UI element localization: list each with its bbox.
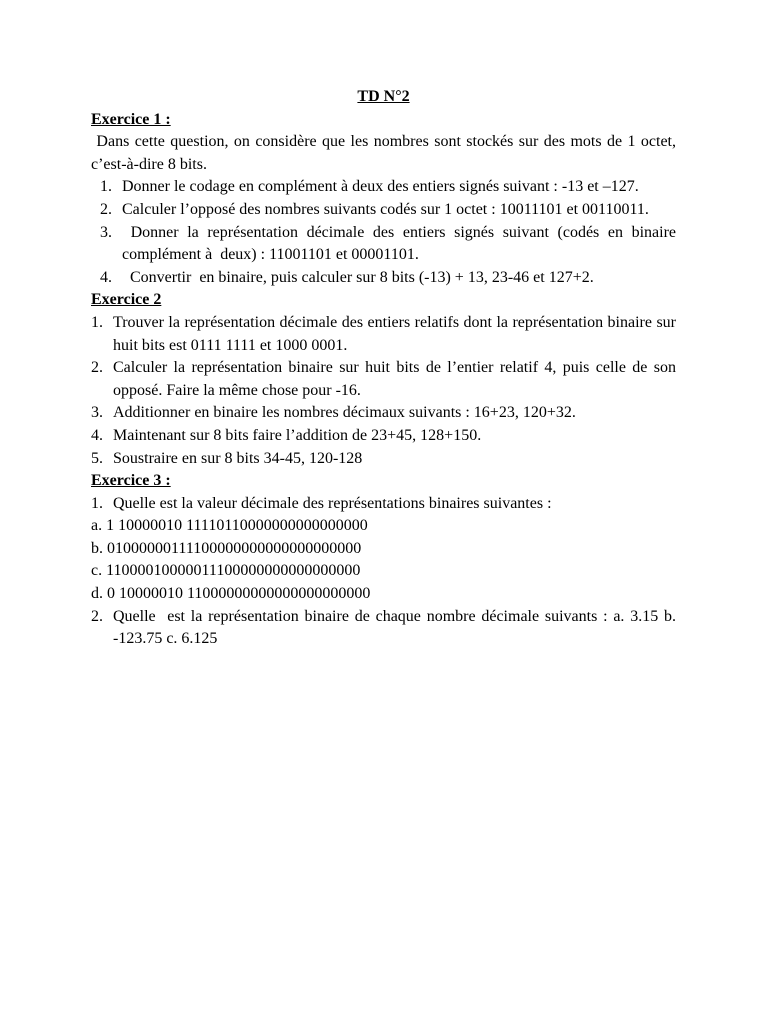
list-item-text: Donner la représentation décimale des entiers signés suivant (codés en binaire complément à deux) : 11001101 et 00001101. [122, 223, 681, 264]
list-item-text: Maintenant sur 8 bits faire l’addition de 23+45, 128+150. [113, 426, 482, 444]
list-number: 1. [91, 313, 103, 331]
list-item-text: Trouver la représentation décimale des entiers relatifs dont la représentation binaire sur huit bits est 0111 1111 et 1000 0001. [113, 313, 676, 354]
exercise-1-item [91, 176, 676, 199]
binary-line-c: c. 11000010000011100000000000000000 [91, 562, 361, 580]
exercise-2-list [91, 312, 676, 470]
list-number: 4. [100, 268, 112, 286]
list-item-text: Calculer l’opposé des nombres suivants codés sur 1 octet : 10011101 et 00110011. [122, 200, 649, 218]
exercise-1-intro: Dans cette question, on considère que les nombres sont stockés sur des mots de 1 octet, c’est-à-dire 8 bits. [91, 133, 681, 173]
list-item-text: Quelle est la valeur décimale des représentations binaires suivantes : [113, 494, 552, 512]
list-number: 1. [91, 494, 103, 512]
exercise-3-question-2 [91, 606, 680, 651]
list-number: 3. [91, 404, 103, 422]
list-number: 1. [100, 178, 112, 196]
list-number: 3. [100, 223, 112, 241]
list-item-text: Additionner en binaire les nombres décimaux suivants : 16+23, 120+32. [113, 404, 576, 422]
list-number: 2. [91, 607, 103, 625]
exercise-1-heading: Exercice 1 : [91, 110, 171, 128]
exercise-3-heading: Exercice 3 : [91, 472, 171, 490]
exercise-2-item [91, 312, 676, 357]
binary-line-a: a. 1 10000010 11110110000000000000000 [91, 517, 368, 535]
document-body [91, 86, 681, 651]
list-number: 2. [91, 359, 103, 377]
binary-line-b: b. 01000000111100000000000000000000 [91, 539, 362, 557]
exercise-2-heading: Exercice 2 [91, 291, 162, 309]
exercise-1-item [91, 222, 681, 267]
exercise-3-item [91, 606, 680, 651]
list-item-text: Convertir en binaire, puis calculer sur 8 bits (-13) + 13, 23-46 et 127+2. [122, 268, 594, 286]
list-number: 2. [100, 200, 112, 218]
exercise-1-list [91, 176, 681, 289]
exercise-1-item [91, 199, 676, 222]
exercise-2-item [91, 425, 676, 448]
exercise-3-question-1 [91, 493, 676, 516]
document-title: TD N°2 [357, 88, 410, 105]
exercise-2-item [91, 357, 676, 402]
exercise-2-item [91, 448, 676, 471]
list-number: 5. [91, 449, 103, 467]
list-item-text: Quelle est la représentation binaire de chaque nombre décimale suivants : a. 3.15 b. -123.75 c. 6.125 [113, 607, 680, 648]
exercise-3-item [91, 493, 676, 516]
binary-line-d: d. 0 10000010 11000000000000000000000 [91, 585, 371, 603]
list-item-text: Donner le codage en complément à deux des entiers signés suivant : -13 et –127. [122, 178, 639, 196]
list-number: 4. [91, 426, 103, 444]
list-item-text: Calculer la représentation binaire sur huit bits de l’entier relatif 4, puis celle de son opposé. Faire la même chose pour -16. [113, 359, 676, 399]
exercise-1-item [91, 267, 676, 290]
list-item-text: Soustraire en sur 8 bits 34-45, 120-128 [113, 449, 363, 467]
exercise-2-item [91, 402, 676, 425]
